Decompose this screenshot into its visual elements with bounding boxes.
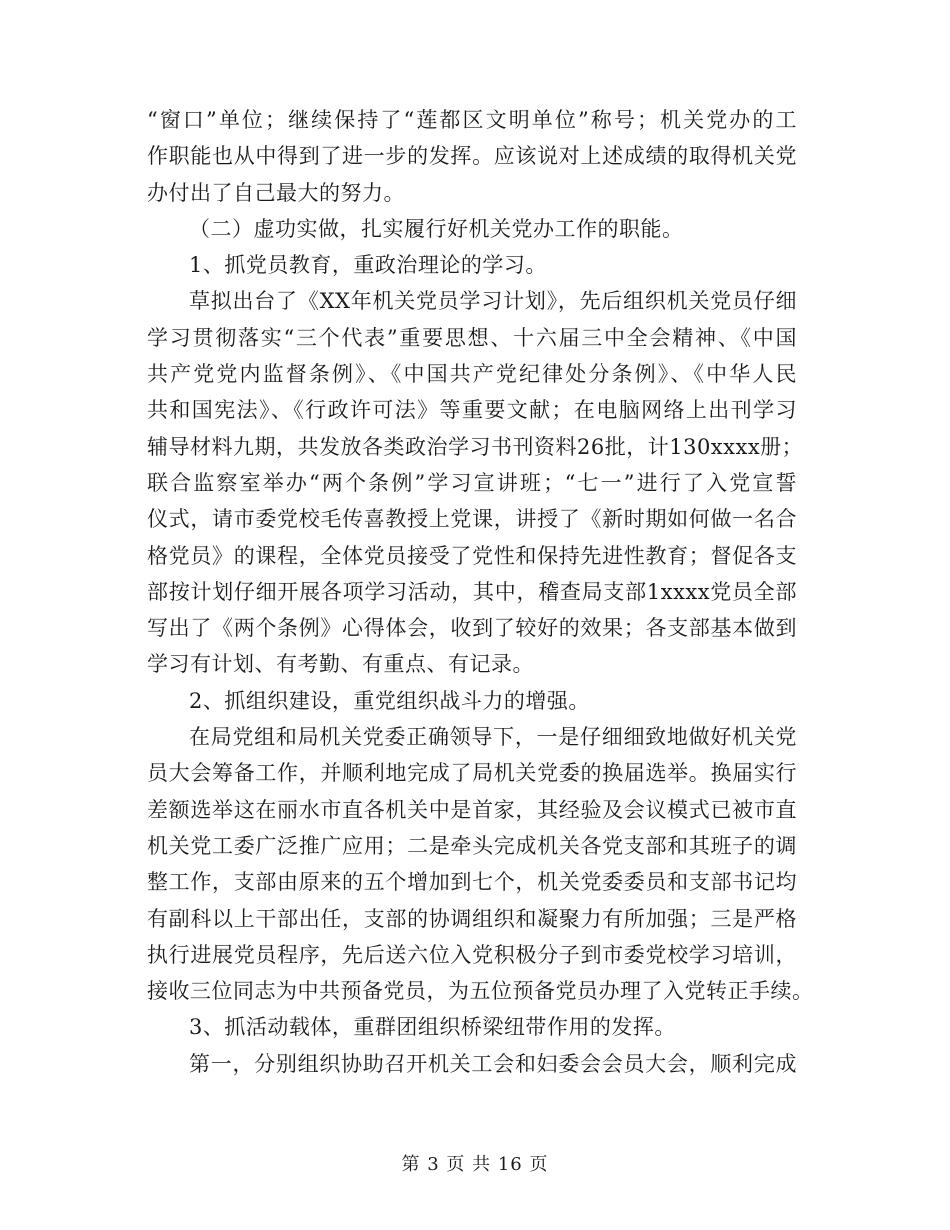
text-line: 草拟出台了《XX年机关党员学习计划》，先后组织机关党员仔细 <box>189 289 797 314</box>
text-line: 机关党工委广泛推广应用；二是牵头完成机关各党支部和其班子的调 <box>147 833 797 858</box>
text-line: 执行进展党员程序，先后送六位入党积极分子到市委党校学习培训， <box>147 942 797 967</box>
text-line: 写出了《两个条例》心得体会，收到了较好的效果；各支部基本做到 <box>147 616 797 641</box>
text-line: 学习贯彻落实“三个代表”重要思想、十六届三中全会精神、《中国 <box>147 325 797 350</box>
text-line: 部按计划仔细开展各项学习活动，其中，稽查局支部1xxxx党员全部 <box>147 579 797 604</box>
text-line: 有副科以上干部出任，支部的协调组织和凝聚力有所加强；三是严格 <box>147 906 797 931</box>
document-body <box>147 102 814 1082</box>
subsection-heading: 2、抓组织建设，重党组织战斗力的增强。 <box>189 688 590 713</box>
text-line: 仪式，请市委党校毛传喜教授上党课，讲授了《新时期如何做一名合 <box>147 507 797 532</box>
text-line: 在局党组和局机关党委正确领导下，一是仔细细致地做好机关党 <box>189 725 797 750</box>
page-footer: 第 3 页 共 16 页 <box>401 1154 549 1175</box>
text-line: 学习有计划、有考勤、有重点、有记录。 <box>147 652 534 677</box>
section-heading: （二）虚功实做，扎实履行好机关党办工作的职能。 <box>189 216 684 241</box>
text-line: 整工作，支部由原来的五个增加到七个，机关党委委员和支部书记均 <box>147 870 797 895</box>
text-line: 办付出了自己最大的努力。 <box>147 180 405 205</box>
text-line: 第一，分别组织协助召开机关工会和妇委会会员大会，顺利完成 <box>189 1051 797 1076</box>
subsection-heading: 1、抓党员教育，重政治理论的学习。 <box>189 253 547 278</box>
text-line: 差额选举这在丽水市直各机关中是首家，其经验及会议模式已被市直 <box>147 797 797 822</box>
text-line: 作职能也从中得到了进一步的发挥。应该说对上述成绩的取得机关党 <box>147 144 797 169</box>
text-line: 员大会筹备工作，并顺利地完成了局机关党委的换届选举。换届实行 <box>147 761 797 786</box>
text-line: 共产党党内监督条例》、《中国共产党纪律处分条例》、《中华人民 <box>147 362 797 387</box>
text-line: “窗口”单位；继续保持了“莲都区文明单位”称号；机关党办的工 <box>147 108 797 132</box>
text-line: 联合监察室举办“两个条例”学习宣讲班；“七一”进行了入党宣誓 <box>147 470 797 495</box>
text-line: 辅导材料九期，共发放各类政治学习书刊资料26批，计130xxxx册； <box>147 434 804 459</box>
text-line: 接收三位同志为中共预备党员，为五位预备党员办理了入党转正手续。 <box>147 979 814 1004</box>
text-line: 格党员》的课程，全体党员接受了党性和保持先进性教育；督促各支 <box>147 543 797 568</box>
text-line: 共和国宪法》、《行政许可法》等重要文献；在电脑网络上出刊学习 <box>147 398 797 423</box>
subsection-heading: 3、抓活动载体，重群团组织桥梁纽带作用的发挥。 <box>189 1015 676 1040</box>
